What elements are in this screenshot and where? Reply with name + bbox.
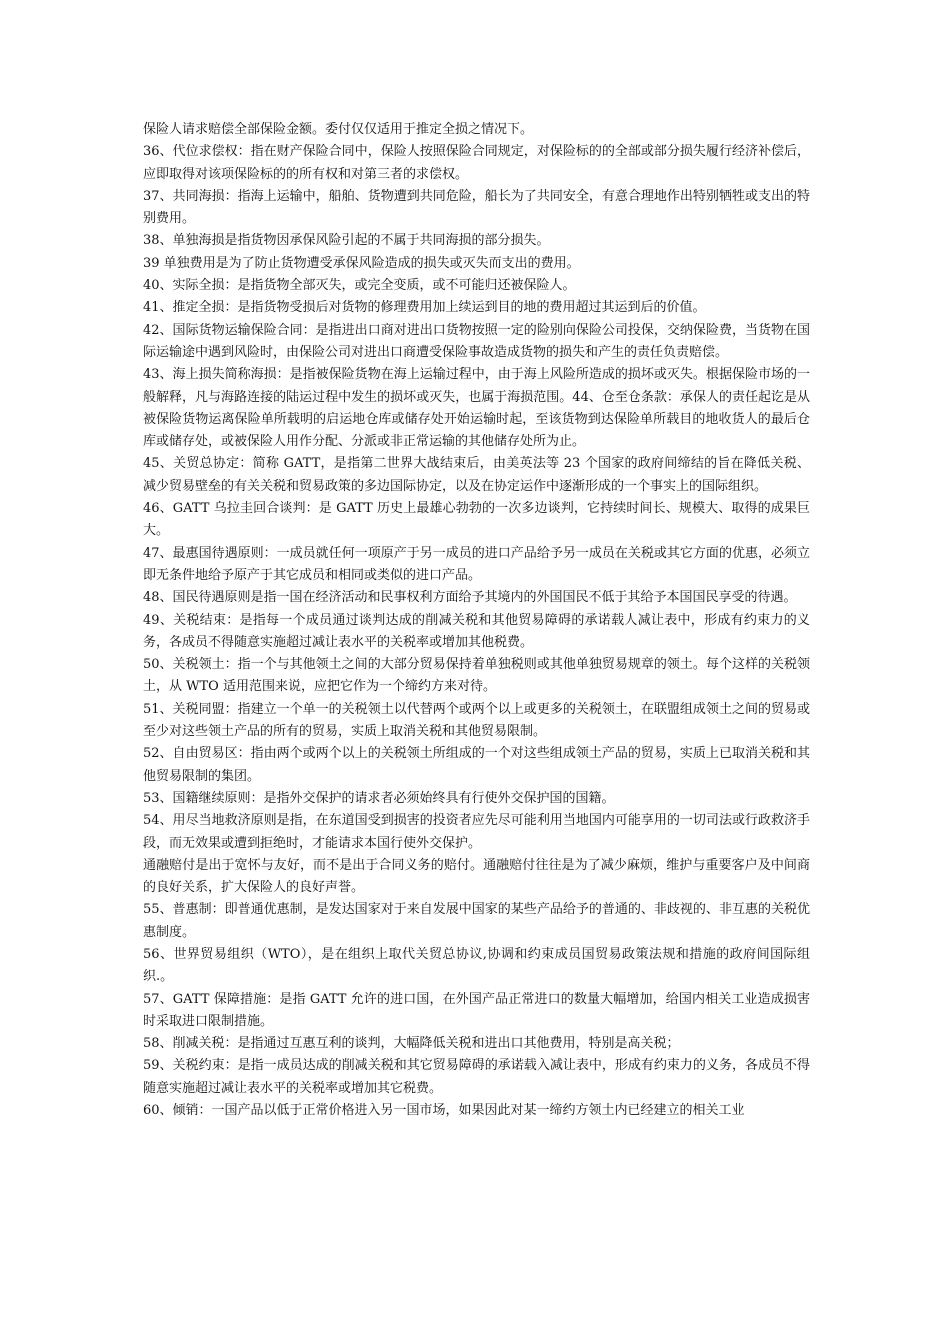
paragraph-40-actual-total-loss: 40、实际全损：是指货物全部灭失，或完全变质，或不可能归还被保险人。 xyxy=(143,278,576,294)
paragraph-60-dumping: 60、倾销：一国产品以低于正常价格进入另一国市场，如果因此对某一缔约方领土内已经建立的相关工业 xyxy=(143,1103,745,1119)
paragraph-38-particular-average: 38、单独海损是指货物因承保风险引起的不属于共同海损的部分损失。 xyxy=(143,233,550,249)
paragraph-46-uruguay-round: 46、GATT 乌拉圭回合谈判：是 GATT 历史上最雄心勃勃的一次多边谈判，它持续时间长、规模大、取得的成果巨大。 xyxy=(143,501,810,539)
paragraph-49-tariff-binding: 49、关税结束：是指每一个成员通过谈判达成的削减关税和其他贸易障碍的承诺载人减让表中，形成有约束力的义务，各成员不得随意实施超过减让表水平的关税率或增加其他税费。 xyxy=(143,612,810,650)
paragraph-56-wto: 56、世界贸易组织（WTO），是在组织上取代关贸总协议,协调和约束成员国贸易政策法规和措施的政府间国际组织.。 xyxy=(143,946,810,985)
paragraph-57-safeguards: 57、GATT 保障措施：是指 GATT 允许的进口国，在外国产品正常进口的数量大幅增加，给国内相关工业造成损害时采取进口限制措施。 xyxy=(143,991,810,1029)
paragraph-58-tariff-reduction: 58、削减关税：是指通过互惠互利的谈判，大幅降低关税和进出口其他费用，特别是高关税； xyxy=(143,1036,680,1052)
paragraph-53-nationality-continuity: 53、国籍继续原则：是指外交保护的请求者必须始终具有行使外交保护国的国籍。 xyxy=(143,790,615,806)
paragraph-51-customs-union: 51、关税同盟：指建立一个单一的关税领土以代替两个或两个以上或更多的关税领土，在联盟组成领土之间的贸易或至少对这些领土产品的所有的贸易，实质上取消关税和其他贸易限制。 xyxy=(143,701,810,740)
paragraph-36-subrogation: 36、代位求偿权：指在财产保险合同中，保险人按照保险合同规定，对保险标的的全部或部分损失履行经济补偿后，应即取得对该项保险标的的所有权和对第三者的求偿权。 xyxy=(143,144,810,182)
paragraph-ex-gratia-payment: 通融赔付是出于宽怀与友好，而不是出于合同义务的赔付。通融赔付往往是为了减少麻烦，维护与重要客户及中间商的良好关系，扩大保险人的良好声誉。 xyxy=(143,857,810,896)
paragraph-59-tariff-binding: 59、关税约束：是指一成员达成的削减关税和其它贸易障碍的承诺载入减让表中，形成有约束力的义务，各成员不得随意实施超过减让表水平的关税率或增加其它税费。 xyxy=(143,1058,810,1096)
paragraph-37-general-average: 37、共同海损：指海上运输中，船舶、货物遭到共同危险，船长为了共同安全，有意合理地作出特别牺牲或支出的特别费用。 xyxy=(143,188,810,227)
paragraph-43-44-marine-loss-warehouse-clause: 43、海上损失简称海损：是指被保险货物在海上运输过程中，由于海上风险所造成的损坏或灭失。根据保险市场的一般解释，凡与海路连接的陆运过程中发生的损坏或灭失，也属于海损范围。44、仓至仓条款：承保人的责任起讫是从被保险货物运离保险单所载明的启运地仓库或储存处开始运输时起，至该货物到达保险单所载目的地收货人的最后仓库或储存处，或被保险人用作分配、分派或非正常运输的其他储存处所为止。 xyxy=(143,367,810,450)
paragraph-42-cargo-insurance-contract: 42、国际货物运输保险合同：是指进出口商对进出口货物按照一定的险别向保险公司投保，交纳保险费，当货物在国际运输途中遇到风险时，由保险公司对进出口商遭受保险事故造成货物的损失和产生的责任负责赔偿。 xyxy=(143,322,810,360)
paragraph-41-constructive-total-loss: 41、推定全损：是指货物受损后对货物的修理费用加上续运到目的地的费用超过其运到后的价值。 xyxy=(143,300,706,316)
paragraph-50-customs-territory: 50、关税领土：指一个与其他领土之间的大部分贸易保持着单独税则或其他单独贸易规章的领土。每个这样的关税领土，从 WTO 适用范围来说，应把它作为一个缔约方来对待。 xyxy=(143,657,810,695)
document-page xyxy=(143,119,810,1122)
paragraph-continuation: 保险人请求赔偿全部保险金额。委付仅仅适用于推定全损之情况下。 xyxy=(143,122,534,137)
paragraph-52-free-trade-area: 52、自由贸易区：指由两个或两个以上的关税领土所组成的一个对这些组成领土产品的贸易，实质上已取消关税和其他贸易限制的集团。 xyxy=(143,746,810,784)
paragraph-39-particular-charges: 39 单独费用是为了防止货物遭受承保风险造成的损失或灭失而支出的费用。 xyxy=(143,255,580,271)
paragraph-55-gsp: 55、普惠制：即普通优惠制，是发达国家对于来自发展中国家的某些产品给予的普通的、非歧视的、非互惠的关税优惠制度。 xyxy=(143,902,810,940)
paragraph-54-local-remedies: 54、用尽当地救济原则是指，在东道国受到损害的投资者应先尽可能利用当地国内可能享用的一切司法或行政救济手段，而无效果或遭到拒绝时，才能请求本国行使外交保护。 xyxy=(143,813,810,851)
paragraph-47-mfn: 47、最惠国待遇原则：一成员就任何一项原产于另一成员的进口产品给予另一成员在关税或其它方面的优惠，必须立即无条件地给予原产于其它成员和相同或类似的进口产品。 xyxy=(143,545,810,583)
paragraph-48-national-treatment: 48、国民待遇原则是指一国在经济活动和民事权利方面给予其境内的外国国民不低于其给予本国国民享受的待遇。 xyxy=(143,590,797,606)
paragraph-45-gatt: 45、关贸总协定：简称 GATT，是指第二世界大战结束后，由美英法等 23 个国家的政府间缔结的旨在降低关税、减少贸易壁垒的有关关税和贸易政策的多边国际协定，以及在协定运作中逐渐形成的一个事实上的国际组织。 xyxy=(143,456,810,494)
